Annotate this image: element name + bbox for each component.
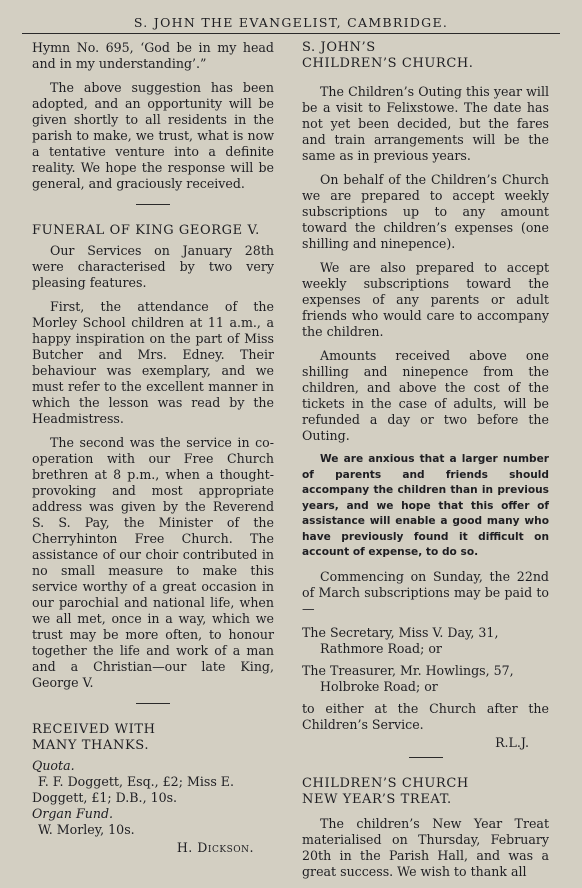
page-header xyxy=(0,0,582,40)
funeral-paragraph-3: The second was the service in co-operation with our Free Church brethren at 8 p.m., when a thought-provoking and most appropriate address was given by the Reverend S. S. Pay, the Minister of the Cherryhinton Free Church. The assistance of our choir contributed in no small measure to make this service worthy of a great occasion in our parochial and national life, when we all met, once in a way, which we trust may be more often, to honour together the life and work of a man and a Christian—our late King, George V. xyxy=(32,435,274,690)
right-column xyxy=(302,40,549,888)
treasurer-line: The Treasurer, Mr. Howlings, 57, Holbroke Road; or xyxy=(302,662,514,694)
organ-fund-label: Organ Fund. xyxy=(32,806,114,821)
quota-line-2: Doggett, £1; D.B., 10s. xyxy=(32,790,178,805)
appeal-paragraph: We are anxious that a larger number of parents and friends should accompany the children than in previous years, and we hope that this offer of assistance will enable a good many who have previously found it difficult on account of expense, to do so. xyxy=(302,453,549,558)
quota-label: Quota. xyxy=(32,758,75,773)
section-divider xyxy=(136,204,170,205)
received-heading-1: RECEIVED WITH xyxy=(32,722,156,737)
signature: H. Dickson. xyxy=(176,840,254,855)
hymn-paragraph: Hymn No. 695, ‘God be in my head and in my understanding’.” xyxy=(32,40,274,71)
treat-heading-1: CHILDREN’S CHURCH xyxy=(302,775,469,791)
treat-heading-2: NEW YEAR’S TREAT. xyxy=(302,791,452,807)
funeral-paragraph-2: First, the attendance of the Morley School children at 11 a.m., a happy inspiration on the part of Miss Butcher and Mrs. Edney. Their behaviour was exemplary, and we must refer to the excellent manner in which the lesson was read by the Headmistress. xyxy=(32,299,274,426)
section-divider xyxy=(409,757,443,758)
received-heading-2: MANY THANKS. xyxy=(32,738,150,753)
secretary-line: The Secretary, Miss V. Day, 31, Rathmore Road; or xyxy=(302,624,499,656)
funeral-heading: FUNERAL OF KING GEORGE V. xyxy=(32,223,260,238)
funeral-paragraph-1: Our Services on January 28th were characterised by two very pleasing features. xyxy=(32,243,274,290)
quota-line-1: F. F. Doggett, Esq., £2; Miss E. xyxy=(38,774,234,789)
childrens-church-heading-1: S. JOHN’S xyxy=(302,40,376,55)
page-title: S. JOHN THE EVANGELIST, CAMBRIDGE. xyxy=(133,14,449,30)
commencing-paragraph: Commencing on Sunday, the 22nd of March subscriptions may be paid to— xyxy=(302,568,549,616)
organ-fund-line: W. Morley, 10s. xyxy=(38,822,135,837)
refund-paragraph: Amounts received above one shilling and ninepence from the children, and above the cost of the tickets in the case of adults, will be refunded a day or two before the Outing. xyxy=(302,348,549,443)
suggestion-paragraph: The above suggestion has been adopted, and an opportunity will be given shortly to all residents in the parish to make, we trust, what is now a tentative venture into a definite reality. We hope the response will be general, and graciously received. xyxy=(32,80,274,191)
subscriptions-paragraph: On behalf of the Children’s Church we are prepared to accept weekly subscriptions up to any amount toward the children’s expenses (one shilling and ninepence). xyxy=(302,172,549,251)
section-divider xyxy=(136,703,170,704)
adult-subscriptions-paragraph: We are also prepared to accept weekly subscriptions toward the expenses of any parents or adult friends who would care to accompany the children. xyxy=(302,260,549,339)
initials-signature: R.L.J. xyxy=(495,734,529,750)
treat-paragraph: The children’s New Year Treat materialised on Thursday, February 20th in the Parish Hall, and was a great success. We wish to thank all xyxy=(302,815,549,879)
outing-paragraph: The Children’s Outing this year will be a visit to Felixstowe. The date has not yet been decided, but the fares and train arrangements will be the same as in previous years. xyxy=(302,84,549,163)
left-column xyxy=(32,40,274,864)
church-payment-line: to either at the Church after the Children’s Service. xyxy=(302,700,549,732)
header-rule xyxy=(22,33,560,34)
childrens-church-heading-2: CHILDREN’S CHURCH. xyxy=(302,56,474,71)
